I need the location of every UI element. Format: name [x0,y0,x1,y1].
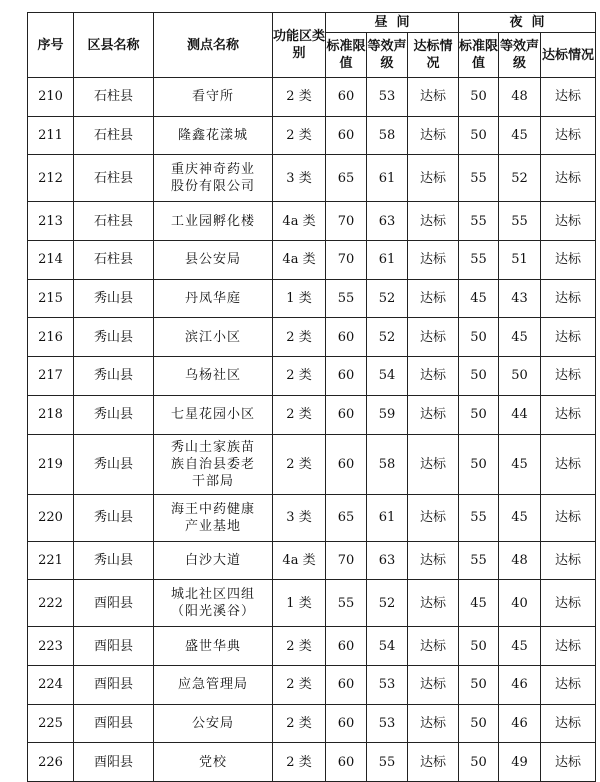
row-site: 城北社区四组（阳光溪谷） [154,580,273,627]
row-site: 滨江小区 [154,318,273,357]
row-day-status: 达标 [408,279,459,318]
row-night-status: 达标 [541,116,596,155]
row-site: 隆鑫花漾城 [154,116,273,155]
row-number: 211 [28,116,74,155]
row-site: 乌杨社区 [154,357,273,396]
row-site: 公安局 [154,704,273,743]
row-day-std: 60 [326,78,367,117]
table-row [28,279,596,318]
row-night-level: 46 [499,704,541,743]
row-day-status: 达标 [408,665,459,704]
row-day-level: 61 [367,494,408,541]
row-zone: 3 类 [273,155,326,202]
row-night-level: 45 [499,494,541,541]
row-night-level: 45 [499,434,541,494]
row-night-level: 55 [499,202,541,241]
row-site: 看守所 [154,78,273,117]
row-day-std: 60 [326,395,367,434]
row-day-level: 61 [367,155,408,202]
row-night-level: 49 [499,743,541,782]
row-night-level: 40 [499,580,541,627]
row-day-level: 53 [367,704,408,743]
row-zone: 2 类 [273,704,326,743]
row-night-level: 50 [499,357,541,396]
row-zone: 2 类 [273,395,326,434]
row-night-std: 50 [459,743,499,782]
row-zone: 4a 类 [273,241,326,280]
row-number: 210 [28,78,74,117]
row-zone: 2 类 [273,357,326,396]
row-district: 石柱县 [74,78,154,117]
row-district: 酉阳县 [74,665,154,704]
table-row [28,494,596,541]
row-day-status: 达标 [408,202,459,241]
row-day-level: 52 [367,318,408,357]
row-district: 酉阳县 [74,704,154,743]
row-night-std: 55 [459,494,499,541]
row-day-std: 60 [326,704,367,743]
row-site: 重庆神奇药业股份有限公司 [154,155,273,202]
row-day-status: 达标 [408,116,459,155]
row-day-std: 60 [326,743,367,782]
row-day-std: 60 [326,318,367,357]
row-district: 秀山县 [74,494,154,541]
row-day-level: 53 [367,78,408,117]
row-night-std: 50 [459,318,499,357]
header-day: 昼 间 [326,13,459,33]
row-district: 秀山县 [74,434,154,494]
table-row [28,541,596,580]
row-number: 215 [28,279,74,318]
row-day-status: 达标 [408,434,459,494]
row-night-status: 达标 [541,395,596,434]
row-day-level: 55 [367,743,408,782]
row-zone: 4a 类 [273,541,326,580]
row-number: 224 [28,665,74,704]
row-day-level: 58 [367,434,408,494]
row-day-status: 达标 [408,580,459,627]
row-day-status: 达标 [408,541,459,580]
header-zone: 功能区类别 [273,13,326,78]
row-night-status: 达标 [541,494,596,541]
row-district: 秀山县 [74,318,154,357]
row-zone: 2 类 [273,434,326,494]
row-day-level: 61 [367,241,408,280]
row-night-status: 达标 [541,541,596,580]
row-night-status: 达标 [541,78,596,117]
row-district: 酉阳县 [74,627,154,666]
row-day-level: 52 [367,279,408,318]
header-row-1 [28,13,596,33]
row-night-level: 46 [499,665,541,704]
row-night-std: 55 [459,202,499,241]
row-zone: 2 类 [273,743,326,782]
header-night-level: 等效声级 [499,33,541,78]
row-site: 工业园孵化楼 [154,202,273,241]
row-zone: 2 类 [273,318,326,357]
row-night-status: 达标 [541,580,596,627]
row-number: 220 [28,494,74,541]
row-district: 石柱县 [74,241,154,280]
row-day-status: 达标 [408,318,459,357]
row-day-std: 55 [326,279,367,318]
row-night-status: 达标 [541,202,596,241]
table-row [28,116,596,155]
table-row [28,318,596,357]
header-night: 夜 间 [459,13,596,33]
row-night-status: 达标 [541,665,596,704]
row-night-std: 50 [459,627,499,666]
row-district: 酉阳县 [74,743,154,782]
row-site: 党校 [154,743,273,782]
row-day-status: 达标 [408,627,459,666]
row-day-std: 65 [326,494,367,541]
row-night-status: 达标 [541,434,596,494]
row-day-level: 54 [367,357,408,396]
noise-monitoring-table [27,12,596,782]
row-district: 秀山县 [74,357,154,396]
row-number: 222 [28,580,74,627]
row-day-status: 达标 [408,155,459,202]
row-night-level: 44 [499,395,541,434]
row-day-status: 达标 [408,78,459,117]
row-night-std: 50 [459,116,499,155]
row-day-status: 达标 [408,743,459,782]
row-number: 226 [28,743,74,782]
row-day-level: 59 [367,395,408,434]
row-district: 石柱县 [74,116,154,155]
row-site: 盛世华典 [154,627,273,666]
row-site: 丹凤华庭 [154,279,273,318]
row-day-std: 60 [326,665,367,704]
row-night-status: 达标 [541,743,596,782]
row-day-level: 53 [367,665,408,704]
row-day-std: 70 [326,202,367,241]
table-row [28,665,596,704]
header-seq: 序号 [28,13,74,78]
row-day-status: 达标 [408,494,459,541]
row-number: 212 [28,155,74,202]
row-number: 217 [28,357,74,396]
row-night-std: 45 [459,580,499,627]
row-number: 218 [28,395,74,434]
row-zone: 1 类 [273,279,326,318]
table-row [28,202,596,241]
row-night-level: 48 [499,541,541,580]
row-night-std: 55 [459,241,499,280]
row-district: 酉阳县 [74,580,154,627]
row-night-std: 50 [459,395,499,434]
row-night-status: 达标 [541,241,596,280]
row-number: 219 [28,434,74,494]
row-day-level: 63 [367,541,408,580]
row-site: 秀山土家族苗族自治县委老干部局 [154,434,273,494]
row-day-std: 70 [326,541,367,580]
row-zone: 4a 类 [273,202,326,241]
row-site: 海王中药健康产业基地 [154,494,273,541]
row-night-level: 52 [499,155,541,202]
row-day-level: 63 [367,202,408,241]
row-number: 213 [28,202,74,241]
row-day-std: 60 [326,627,367,666]
table-row [28,743,596,782]
row-number: 225 [28,704,74,743]
table-row [28,357,596,396]
row-day-std: 60 [326,116,367,155]
row-day-std: 60 [326,434,367,494]
row-number: 223 [28,627,74,666]
row-night-status: 达标 [541,318,596,357]
row-night-status: 达标 [541,357,596,396]
row-zone: 2 类 [273,116,326,155]
row-zone: 3 类 [273,494,326,541]
row-night-status: 达标 [541,704,596,743]
row-night-status: 达标 [541,279,596,318]
row-night-std: 50 [459,704,499,743]
row-night-level: 48 [499,78,541,117]
row-night-std: 55 [459,155,499,202]
header-night-status: 达标情况 [541,33,596,78]
row-zone: 2 类 [273,627,326,666]
row-district: 秀山县 [74,395,154,434]
header-day-level: 等效声级 [367,33,408,78]
row-night-level: 45 [499,318,541,357]
row-site: 七星花园小区 [154,395,273,434]
row-night-level: 43 [499,279,541,318]
row-night-level: 45 [499,627,541,666]
table-row [28,704,596,743]
row-day-level: 52 [367,580,408,627]
header-day-status: 达标情况 [408,33,459,78]
row-night-level: 45 [499,116,541,155]
row-number: 214 [28,241,74,280]
row-district: 秀山县 [74,541,154,580]
row-night-status: 达标 [541,155,596,202]
header-night-std: 标准限值 [459,33,499,78]
row-day-status: 达标 [408,357,459,396]
row-site: 应急管理局 [154,665,273,704]
row-night-std: 50 [459,78,499,117]
header-district: 区县名称 [74,13,154,78]
table-row [28,434,596,494]
row-district: 石柱县 [74,155,154,202]
row-site: 白沙大道 [154,541,273,580]
row-night-std: 50 [459,357,499,396]
row-day-std: 65 [326,155,367,202]
row-night-std: 50 [459,434,499,494]
row-number: 221 [28,541,74,580]
row-zone: 1 类 [273,580,326,627]
row-site: 县公安局 [154,241,273,280]
row-zone: 2 类 [273,665,326,704]
row-day-std: 55 [326,580,367,627]
row-day-level: 58 [367,116,408,155]
row-day-status: 达标 [408,704,459,743]
row-zone: 2 类 [273,78,326,117]
table-row [28,580,596,627]
row-day-status: 达标 [408,241,459,280]
row-night-status: 达标 [541,627,596,666]
row-day-std: 70 [326,241,367,280]
row-day-status: 达标 [408,395,459,434]
header-day-std: 标准限值 [326,33,367,78]
header-site: 测点名称 [154,13,273,78]
row-night-std: 50 [459,665,499,704]
table-row [28,627,596,666]
row-night-level: 51 [499,241,541,280]
row-district: 秀山县 [74,279,154,318]
table-row [28,241,596,280]
row-day-level: 54 [367,627,408,666]
table-row [28,78,596,117]
table-row [28,155,596,202]
row-day-std: 60 [326,357,367,396]
table-row [28,395,596,434]
row-night-std: 55 [459,541,499,580]
row-night-std: 45 [459,279,499,318]
row-district: 石柱县 [74,202,154,241]
row-number: 216 [28,318,74,357]
